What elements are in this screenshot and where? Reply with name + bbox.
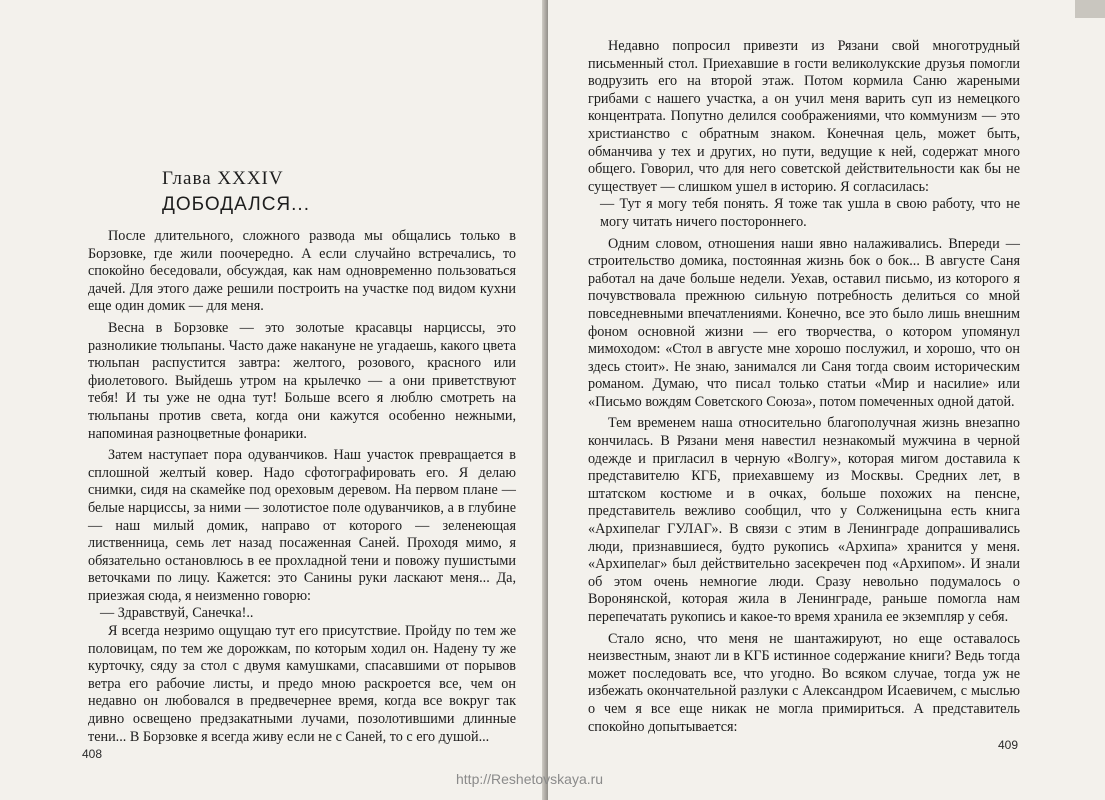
chapter-heading: [162, 168, 310, 216]
paragraph: Недавно попросил привезти из Рязани свой многотрудный письменный стол. Приехавшие в гости великолукские друзья помогли водрузить его на второй этаж. Потом кормила Саню жареными грибами с нашего участка, а он учил меня варить суп из немецкого концентрата. Попутно делился соображениями, что коммунизм — это христианство с обратным знаком. Конечная цель, может быть, обманчива у тех и других, но пути, ведущие к ней, содержат много общего. Говорил, что для него советской действительности как бы не существует — слишком ушел в историю. Я согласилась:: [588, 38, 1020, 195]
paragraph: Стало ясно, что меня не шантажируют, но еще оставалось неизвестным, знают ли в КГБ истинное содержание книги? Ведь тогда может последовать все, что угодно. Во всяком случае, тогда уж не избежать окончательной разлуки с Александром Исаевичем, с мыслью о чем я все еще никак не могла примириться. А представитель спокойно допытывается:: [588, 630, 1020, 735]
left-page: [0, 0, 548, 800]
dialog-line: — Тут я могу тебя понять. Я тоже так ушла в свою работу, что не могу читать ничего постороннего.: [600, 196, 1020, 230]
left-text-column: [88, 228, 516, 746]
paragraph: Одним словом, отношения наши явно налаживались. Впереди — строительство домика, постоянная жизнь бок о бок... В августе Саня работал на даче больше недели. Уехав, оставил письмо, из которого я почувствовала прежнюю сильную потребность делиться со мной повседневными впечатлениями. Конечно, все это было лишь внешним фоном основной жизни — его творчества, о котором упомянул мимоходом: «Стол в августе мне хорошо послужил, и хорошо, что он здесь стоит». Не знаю, занимался ли Саня тогда своим историческим романом. Думаю, что писал только статьи «Мир и насилие» или «Письмо вождям Советского Союза», потом помеченных одной датой.: [588, 235, 1020, 410]
chapter-title: ДОБОДАЛСЯ...: [162, 194, 310, 215]
scan-edge: [1075, 0, 1105, 18]
page-number-left: 408: [82, 747, 103, 761]
paragraph: После длительного, сложного развода мы общались только в Борзовке, где жили поочередно. А если случайно встречались, то спокойно беседовали, обсуждая, как нам одновременно пользоваться дачей. Для этого даже решили построить на участке под видом кухни еще один домик — для меня.: [88, 228, 516, 315]
paragraph: Я всегда незримо ощущаю тут его присутствие. Пройду по тем же половицам, по тем же дорожкам, по которым ходил он. Надену ту же курточку, сяду за стол с двумя камушками, спасавшими от порывов ветра его рабочие листы, и предо мною раскроется все, чем он недавно он любовался в предвечернее время, когда все вокруг так дивно освещено предзакатными лучами, позолотившими длинные тени... В Борзовке я всегда живу если не с Саней, то с его душой...: [88, 623, 516, 745]
page-number-right: 409: [998, 738, 1019, 752]
paragraph: Тем временем наша относительно благополучная жизнь внезапно кончилась. В Рязани меня навестил незнакомый мужчина в черной одежде и пригласил в черную «Волгу», которая мигом доставила к представителю КГБ, приехавшему из Москвы. Средних лет, в штатском костюме и в очках, больше похожих на пенсне, представитель вежливо сообщил, что у Солженицына есть книга «Архипелаг ГУЛАГ». В связи с этим в Ленинграде допрашивались люди, признавшиеся, будто рукопись «Архипа» хранится у меня. «Архипелаг» был действительно засекречен под «Архипом». И знали об этом очень немногие люди. Сразу невольно подумалось о Воронянской, которая жила в Ленинграде, раньше помогла нам перепечатать рукопись и какое-то время хранила ее экземпляр у себя.: [588, 415, 1020, 625]
paragraph: Весна в Борзовке — это золотые красавцы нарциссы, это разноликие тюльпаны. Часто даже накануне не угадаешь, какого цвета тюльпан распустится завтра: желтого, розового, красного или фиолетового. Выйдешь утром на крылечко — а они приветствуют тебя! И ты уже не одна тут! Больше всего я люблю смотреть на тюльпаны против света, когда они кажутся особенно нежными, напоминая разноцветные фонарики.: [88, 319, 516, 442]
paragraph: Затем наступает пора одуванчиков. Наш участок превращается в сплошной желтый ковер. Надо сфотографировать его. Я делаю снимки, сидя на скамейке под ореховым деревом. На первом плане — белые нарциссы, за ними — золотистое поле одуванчиков, а в глубине — наш милый домик, направо от которого — зеленеющая лиственница, семь лет назад посаженная Саней. Проходя мимо, я обязательно остановлюсь в ее прохладной тени и повожу пушистыми веточками по лицу. Кажется: это Санины руки ласкают меня... Да, приезжая сюда, я неизменно говорю:: [88, 447, 516, 604]
source-watermark: http://Reshetovskaya.ru: [456, 771, 604, 787]
dialog-line: — Здравствуй, Санечка!..: [100, 605, 254, 622]
right-text-column: [588, 38, 1020, 736]
chapter-number: Глава XXXIV: [162, 168, 284, 189]
